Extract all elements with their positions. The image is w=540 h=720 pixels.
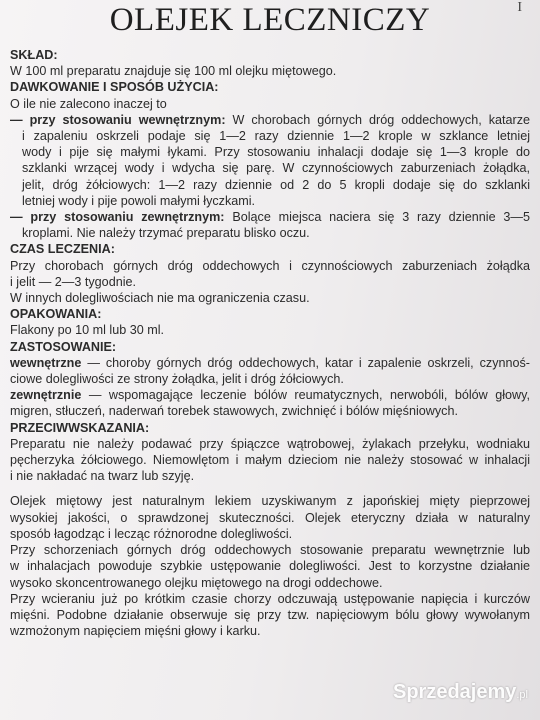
watermark-brand: Sprzedajemy — [392, 681, 517, 703]
line-text: migren, stłuczeń, naderwań torebek stawowych, zwichnięć i bólów mięśniowych. — [10, 404, 458, 419]
text-line — [10, 371, 530, 387]
line-text: mięśni. Podobne działanie obserwuje się przy tzw. napięciowym bólu głowy wywołanym — [10, 607, 530, 622]
section-heading: SKŁAD: — [10, 48, 58, 62]
text-line — [10, 274, 530, 290]
text-line — [10, 387, 530, 403]
line-text: W innych dolegliwościach nie ma ograniczenia czasu. — [10, 291, 310, 306]
text-line — [10, 542, 530, 558]
text-line — [10, 591, 530, 607]
text-line — [10, 493, 530, 509]
line-text: wzmożonym napięciem mięśni głowy i karku. — [10, 624, 261, 639]
watermark-tld: .pl — [516, 689, 528, 701]
section — [10, 241, 530, 306]
text-line — [10, 193, 530, 209]
line-text: i nie nakładać na twarz lub szyję. — [10, 469, 195, 484]
line-text: wysoko skoncentrowanego olejku miętowego na drogi oddechowe. — [10, 575, 383, 590]
line-text: ciowe dolegliwości ze strony żołądka, jelit i dróg żółciowych. — [10, 372, 344, 387]
line-text: letniej wody i pije powoli małymi łyczkami. — [22, 193, 256, 208]
text-line — [10, 322, 530, 338]
line-text: W 100 ml preparatu znajduje się 100 ml olejku miętowego. — [10, 64, 337, 79]
line-text: wysokiej jakości, o sprawdzonej skuteczności. Olejek eteryczny działa w naturalny — [10, 510, 530, 525]
section — [10, 79, 530, 241]
text-line — [10, 468, 530, 484]
text-line — [10, 144, 530, 160]
section — [10, 484, 530, 639]
line-text: w inhalacjach powoduje szybkie ustępowanie dolegliwości. Jest to korzystne działanie — [10, 559, 530, 574]
section — [10, 420, 530, 485]
line-text: i jelit — 2—3 tygodnie. — [10, 274, 136, 289]
line-text: kroplami. Nie należy trzymać preparatu blisko oczu. — [22, 226, 310, 241]
text-line — [10, 436, 530, 452]
line-text: Przy chorobach górnych dróg oddechowych i czynnościowych zaburzeniach żołądka — [10, 258, 530, 273]
line-text: Przy schorzeniach górnych dróg oddechowych stosowanie preparatu wewnętrznie lub — [10, 543, 530, 558]
text-line — [10, 209, 530, 225]
text-line — [10, 403, 530, 419]
section — [10, 47, 530, 79]
leaflet-body — [10, 47, 530, 639]
text-line — [10, 112, 530, 128]
line-text: Olejek miętowy jest naturalnym lekiem uzyskiwanym z japońskiej mięty pieprzowej — [10, 494, 530, 509]
text-line — [10, 96, 530, 112]
section-heading: ZASTOSOWANIE: — [10, 339, 117, 354]
text-line — [10, 623, 530, 639]
line-text: szklanki wrzącej wody i wdycha się parę. W czynnościowych zaburzeniach żołądka, — [22, 161, 530, 176]
text-line — [10, 177, 530, 193]
section — [10, 339, 530, 420]
text-line — [10, 355, 530, 371]
text-line — [10, 128, 530, 144]
line-lead: — przy stosowaniu zewnętrznym: — [10, 210, 225, 225]
line-text: pęcherzyka żółciowego. Niemowlętom i małym dzieciom nie należy stosować w inhalacji — [10, 453, 530, 468]
line-text: O ile nie zalecono inaczej to — [10, 96, 167, 111]
line-text: Przy wcieraniu już po krótkim czasie chorzy odczuwają ustępowanie napięcia i kurczów — [10, 591, 530, 606]
line-lead: zewnętrznie — [10, 388, 82, 403]
section — [10, 306, 530, 338]
section-heading: CZAS LECZENIA: — [10, 242, 115, 257]
text-line — [10, 607, 530, 623]
text-line — [10, 290, 530, 306]
text-line — [10, 225, 530, 241]
line-text: — choroby górnych dróg oddechowych, katar i zapalenie oskrzeli, czynnoś- — [81, 355, 530, 370]
line-text: Flakony po 10 ml lub 30 ml. — [10, 323, 164, 338]
line-text: wody i pije się małymi łykami. Przy stosowaniu inhalacji dodaje się 1—3 krople do — [22, 145, 530, 160]
line-lead: — przy stosowaniu wewnętrznym: — [10, 112, 226, 127]
text-line — [10, 575, 530, 591]
title-corner-mark: I — [517, 0, 522, 15]
text-line — [10, 160, 530, 176]
text-line — [10, 63, 530, 79]
section-heading: DAWKOWANIE I SPOSÓB UŻYCIA: — [10, 80, 219, 95]
line-text: jelit, dróg żółciowych: 1—2 razy dziennie od 2 do 5 kropli dodaje się do szklanki — [22, 177, 530, 192]
page-title: OLEJEK LECZNICZY — [109, 2, 431, 38]
line-text: i zapaleniu oskrzeli podaje się 1—2 razy dziennie 1—2 krople w szklance letniej — [22, 129, 530, 144]
line-text: sposób łagodząc i lecząc różnorodne dolegliwości. — [10, 526, 293, 541]
section-heading: PRZECIWWSKAZANIA: — [10, 420, 150, 435]
text-line — [10, 526, 530, 542]
text-line — [10, 258, 530, 274]
line-text: W chorobach górnych dróg oddechowych, katarze — [225, 112, 530, 127]
line-lead: wewnętrzne — [10, 355, 82, 370]
section-heading: OPAKOWANIA: — [10, 307, 102, 322]
line-text: — wspomagające leczenie bólów reumatycznych, nerwobóli, bólów głowy, — [81, 388, 530, 403]
text-line — [10, 510, 530, 526]
line-text: Bolące miejsca naciera się 3 razy dziennie 3—5 — [224, 210, 530, 225]
watermark-logo — [393, 681, 528, 704]
text-line — [10, 558, 530, 574]
text-line — [10, 452, 530, 468]
line-text: Preparatu nie należy podawać przy śpiączce wątrobowej, żylakach przełyku, wodniaku — [10, 436, 530, 451]
